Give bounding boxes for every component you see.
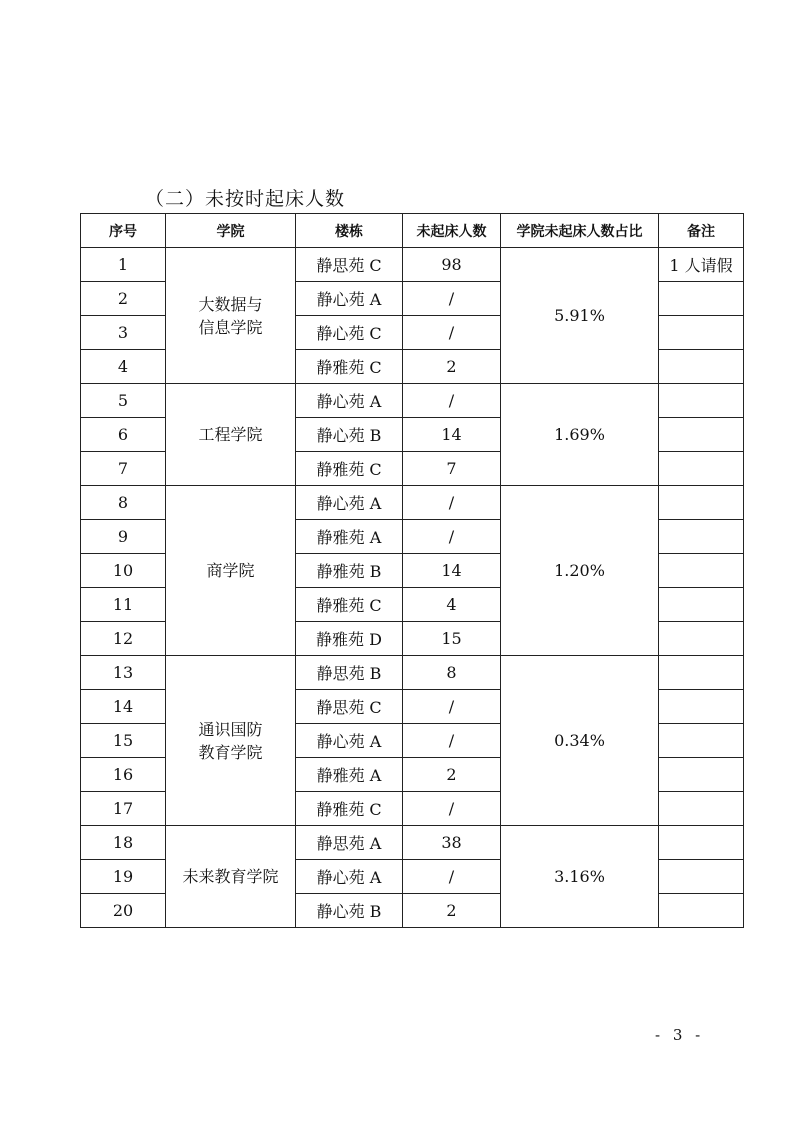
cell-index: 4 (81, 350, 166, 384)
header-count: 未起床人数 (403, 214, 501, 248)
table-row (81, 248, 744, 282)
cell-note (659, 350, 744, 384)
cell-count: / (403, 860, 501, 894)
cell-index: 8 (81, 486, 166, 520)
cell-college (166, 384, 296, 486)
cell-note (659, 282, 744, 316)
table-row (81, 384, 744, 418)
cell-index: 19 (81, 860, 166, 894)
cell-count: / (403, 724, 501, 758)
cell-building: 静心苑 A (296, 724, 403, 758)
cell-ratio: 1.69% (501, 384, 659, 486)
cell-building: 静雅苑 A (296, 758, 403, 792)
cell-count: / (403, 486, 501, 520)
cell-note (659, 656, 744, 690)
cell-building: 静雅苑 D (296, 622, 403, 656)
cell-index: 20 (81, 894, 166, 928)
cell-index: 10 (81, 554, 166, 588)
cell-note (659, 384, 744, 418)
cell-building: 静思苑 C (296, 690, 403, 724)
college-name-line: 工程学院 (198, 425, 263, 444)
cell-index: 15 (81, 724, 166, 758)
cell-building: 静雅苑 C (296, 792, 403, 826)
cell-note (659, 826, 744, 860)
cell-building: 静雅苑 A (296, 520, 403, 554)
cell-index: 2 (81, 282, 166, 316)
cell-count: / (403, 282, 501, 316)
cell-note (659, 520, 744, 554)
cell-building: 静思苑 B (296, 656, 403, 690)
cell-count: 98 (403, 248, 501, 282)
cell-building: 静心苑 B (296, 894, 403, 928)
cell-note (659, 894, 744, 928)
cell-building: 静心苑 A (296, 282, 403, 316)
cell-count: 8 (403, 656, 501, 690)
cell-building: 静思苑 C (296, 248, 403, 282)
header-college: 学院 (166, 214, 296, 248)
late-rising-table (80, 213, 744, 928)
cell-note (659, 486, 744, 520)
cell-note (659, 724, 744, 758)
college-name-line: 商学院 (206, 561, 255, 580)
cell-index: 5 (81, 384, 166, 418)
page-number: - 3 - (655, 1026, 705, 1044)
cell-index: 17 (81, 792, 166, 826)
cell-building: 静心苑 B (296, 418, 403, 452)
cell-count: 2 (403, 758, 501, 792)
cell-count: 14 (403, 418, 501, 452)
header-index: 序号 (81, 214, 166, 248)
college-name-line: 通识国防 (198, 719, 263, 739)
cell-note (659, 860, 744, 894)
cell-ratio: 3.16% (501, 826, 659, 928)
cell-building: 静心苑 A (296, 860, 403, 894)
table-row (81, 656, 744, 690)
cell-note (659, 758, 744, 792)
section-title: （二）未按时起床人数 (145, 188, 346, 210)
cell-note (659, 316, 744, 350)
cell-note (659, 690, 744, 724)
cell-building: 静心苑 C (296, 316, 403, 350)
cell-count: / (403, 384, 501, 418)
table-header-row (81, 214, 744, 248)
cell-note (659, 452, 744, 486)
cell-college (166, 248, 296, 384)
college-name-line: 大数据与 (198, 294, 263, 314)
cell-index: 6 (81, 418, 166, 452)
cell-note: 1 人请假 (659, 248, 744, 282)
cell-index: 9 (81, 520, 166, 554)
cell-count: 4 (403, 588, 501, 622)
cell-index: 3 (81, 316, 166, 350)
cell-index: 11 (81, 588, 166, 622)
cell-count: 7 (403, 452, 501, 486)
college-name-line: 信息学院 (198, 317, 263, 337)
cell-index: 7 (81, 452, 166, 486)
cell-note (659, 418, 744, 452)
cell-building: 静思苑 A (296, 826, 403, 860)
header-ratio: 学院未起床人数占比 (501, 214, 659, 248)
cell-ratio: 0.34% (501, 656, 659, 826)
cell-ratio: 5.91% (501, 248, 659, 384)
cell-building: 静雅苑 C (296, 350, 403, 384)
college-name-line: 未来教育学院 (182, 867, 279, 886)
cell-count: 14 (403, 554, 501, 588)
cell-note (659, 792, 744, 826)
cell-college (166, 826, 296, 928)
cell-building: 静雅苑 B (296, 554, 403, 588)
cell-index: 14 (81, 690, 166, 724)
cell-note (659, 554, 744, 588)
cell-count: / (403, 690, 501, 724)
header-note: 备注 (659, 214, 744, 248)
cell-index: 13 (81, 656, 166, 690)
header-building: 楼栋 (296, 214, 403, 248)
cell-count: 38 (403, 826, 501, 860)
cell-count: 2 (403, 350, 501, 384)
table-row (81, 826, 744, 860)
table-row (81, 486, 744, 520)
cell-ratio: 1.20% (501, 486, 659, 656)
cell-count: 15 (403, 622, 501, 656)
cell-count: / (403, 520, 501, 554)
cell-building: 静心苑 A (296, 486, 403, 520)
cell-building: 静雅苑 C (296, 588, 403, 622)
table-body (81, 248, 744, 928)
cell-college (166, 486, 296, 656)
cell-building: 静雅苑 C (296, 452, 403, 486)
cell-index: 12 (81, 622, 166, 656)
cell-count: / (403, 792, 501, 826)
cell-note (659, 588, 744, 622)
college-name-line: 教育学院 (198, 742, 263, 762)
cell-count: 2 (403, 894, 501, 928)
cell-note (659, 622, 744, 656)
cell-building: 静心苑 A (296, 384, 403, 418)
cell-index: 16 (81, 758, 166, 792)
cell-count: / (403, 316, 501, 350)
cell-index: 1 (81, 248, 166, 282)
cell-college (166, 656, 296, 826)
cell-index: 18 (81, 826, 166, 860)
